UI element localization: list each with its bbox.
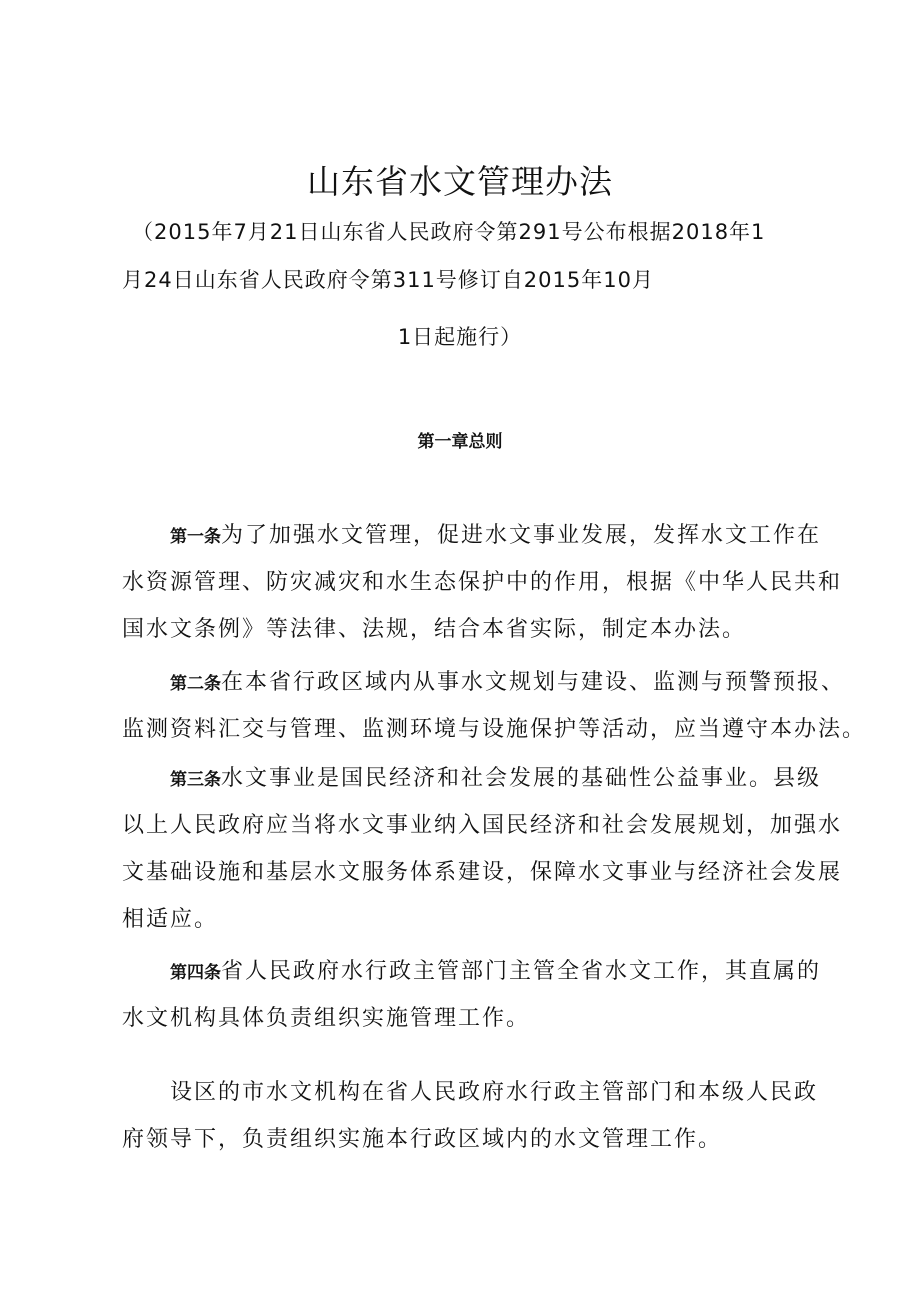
article-2-line-1	[122, 659, 846, 706]
article-2	[122, 659, 867, 753]
article-1-line-2: 水资源管理、防灾减灾和水生态保护中的作用，根据《中华人民共和	[122, 570, 843, 595]
article-1	[122, 512, 843, 653]
article-4-line-2: 水文机构具体负责组织实施管理工作。	[122, 1006, 531, 1031]
article-1-number: 第一条	[170, 527, 221, 547]
article-3-text: 水文事业是国民经济和社会发展的基础性公益事业。县级	[221, 766, 822, 791]
article-4	[122, 948, 822, 1042]
article-4-line-1	[122, 948, 822, 995]
article-2-line-2: 监测资料汇交与管理、监测环境与设施保护等活动，应当遵守本办法。	[122, 717, 867, 742]
article-2-number: 第二条	[170, 674, 221, 694]
article-4-text: 省人民政府水行政主管部门主管全省水文工作，其直属的	[221, 959, 822, 984]
article-3	[122, 755, 843, 943]
subtitle-line-2: 月24日山东省人民政府令第311号修订自2015年10月	[122, 268, 654, 292]
article-1-line-1	[122, 512, 822, 559]
chapter-heading: 第一章总则	[417, 432, 503, 452]
paragraph-line-2: 府领导下，负责组织实施本行政区域内的水文管理工作。	[122, 1127, 723, 1152]
article-3-number: 第三条	[170, 770, 221, 790]
article-1-text: 为了加强水文管理，促进水文事业发展，发挥水文工作在	[221, 523, 822, 548]
subtitle-line-3: 1日起施行）	[397, 325, 523, 349]
article-3-line-2: 以上人民政府应当将水文事业纳入国民经济和社会发展规划，加强水	[122, 813, 843, 838]
subtitle-line-1: （2015年7月21日山东省人民政府令第291号公布根据2018年1	[132, 220, 766, 244]
paragraph-city-agency	[122, 1069, 819, 1163]
paragraph-line-1: 设区的市水文机构在省人民政府水行政主管部门和本级人民政	[170, 1080, 819, 1105]
article-3-line-4: 相适应。	[122, 907, 219, 932]
document-title: 山东省水文管理办法	[307, 162, 613, 201]
article-3-line-1	[122, 755, 822, 802]
article-4-number: 第四条	[170, 963, 221, 983]
article-1-line-3: 国水文条例》等法律、法规，结合本省实际，制定本办法。	[122, 617, 747, 642]
article-3-line-3: 文基础设施和基层水文服务体系建设，保障水文事业与经济社会发展	[122, 860, 843, 885]
article-2-text: 在本省行政区域内从事水文规划与建设、监测与预警预报、	[221, 670, 846, 695]
